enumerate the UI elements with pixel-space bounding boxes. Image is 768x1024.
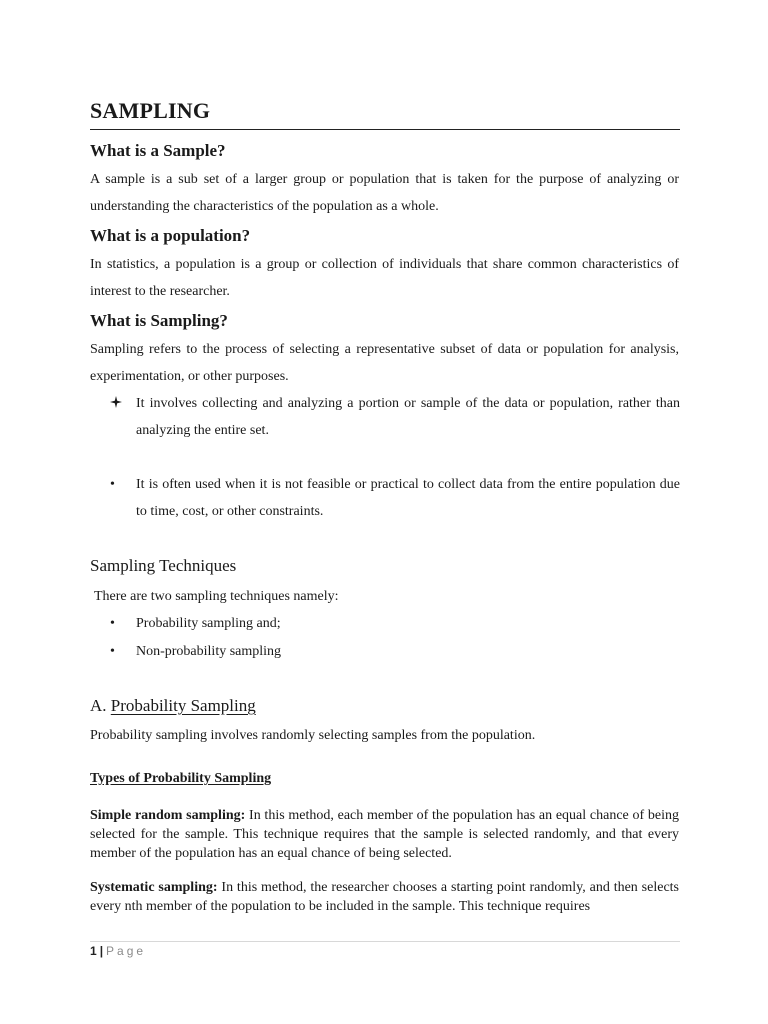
paragraph-systematic-sampling <box>90 878 679 916</box>
heading-what-is-sample: What is a Sample? <box>90 141 226 160</box>
paragraph-techniques-intro: There are two sampling techniques namely: <box>94 589 339 604</box>
paragraph-sample-definition: A sample is a sub set of a larger group or population that is taken for the purpose of analyzing or understanding the characteristics of the population as a whole. <box>90 172 679 214</box>
section-prefix: A. <box>90 696 107 715</box>
paragraph-population-definition: In statistics, a population is a group or collection of individuals that share common characteristics of interest to the researcher. <box>90 257 679 299</box>
bullet-text: Probability sampling and; <box>136 616 281 631</box>
page-label: Page <box>106 944 147 958</box>
footer-rule <box>90 941 680 942</box>
page-number: 1 <box>90 944 97 958</box>
bullet-text: It is often used when it is not feasible or practical to collect data from the entire population due to time, cost, or other constraints. <box>136 477 680 519</box>
document-title: SAMPLING <box>90 98 211 123</box>
footer-separator: | <box>99 944 104 958</box>
heading-sampling-techniques: Sampling Techniques <box>90 556 237 575</box>
section-title: Probability Sampling <box>110 696 256 715</box>
paragraph-probability-definition: Probability sampling involves randomly selecting samples from the population. <box>90 728 536 743</box>
bullet-dot-icon: • <box>110 616 115 631</box>
bullet-text: It involves collecting and analyzing a portion or sample of the data or population, rather than analyzing the entire set. <box>136 396 680 438</box>
paragraph-simple-random-sampling <box>90 806 679 863</box>
heading-what-is-sampling: What is Sampling? <box>90 311 228 330</box>
bullet-text: Non-probability sampling <box>136 644 282 659</box>
heading-probability-sampling <box>90 696 256 716</box>
page-footer <box>90 944 146 958</box>
term-label: Simple random sampling: <box>90 808 246 823</box>
term-description: In this method, the researcher chooses a starting point randomly, and then selects every nth member of the population to be included in the sample. This technique requires <box>90 880 679 914</box>
bullet-dot-icon: • <box>110 477 115 492</box>
diamond-bullet-icon <box>110 390 130 417</box>
heading-types-probability-sampling: Types of Probability Sampling <box>90 771 272 786</box>
paragraph-sampling-definition: Sampling refers to the process of selecting a representative subset of data or population for analysis, experimentation, or other purposes. <box>90 342 679 384</box>
title-underline-rule <box>90 129 680 130</box>
term-description: In this method, each member of the population has an equal chance of being selected for the sample. This technique requires that the sample is selected randomly, and that every member of the population has an equal chance of being selected. <box>90 808 679 861</box>
bullet-dot-icon: • <box>110 644 115 659</box>
heading-what-is-population: What is a population? <box>90 226 251 245</box>
term-label: Systematic sampling: <box>90 880 218 895</box>
